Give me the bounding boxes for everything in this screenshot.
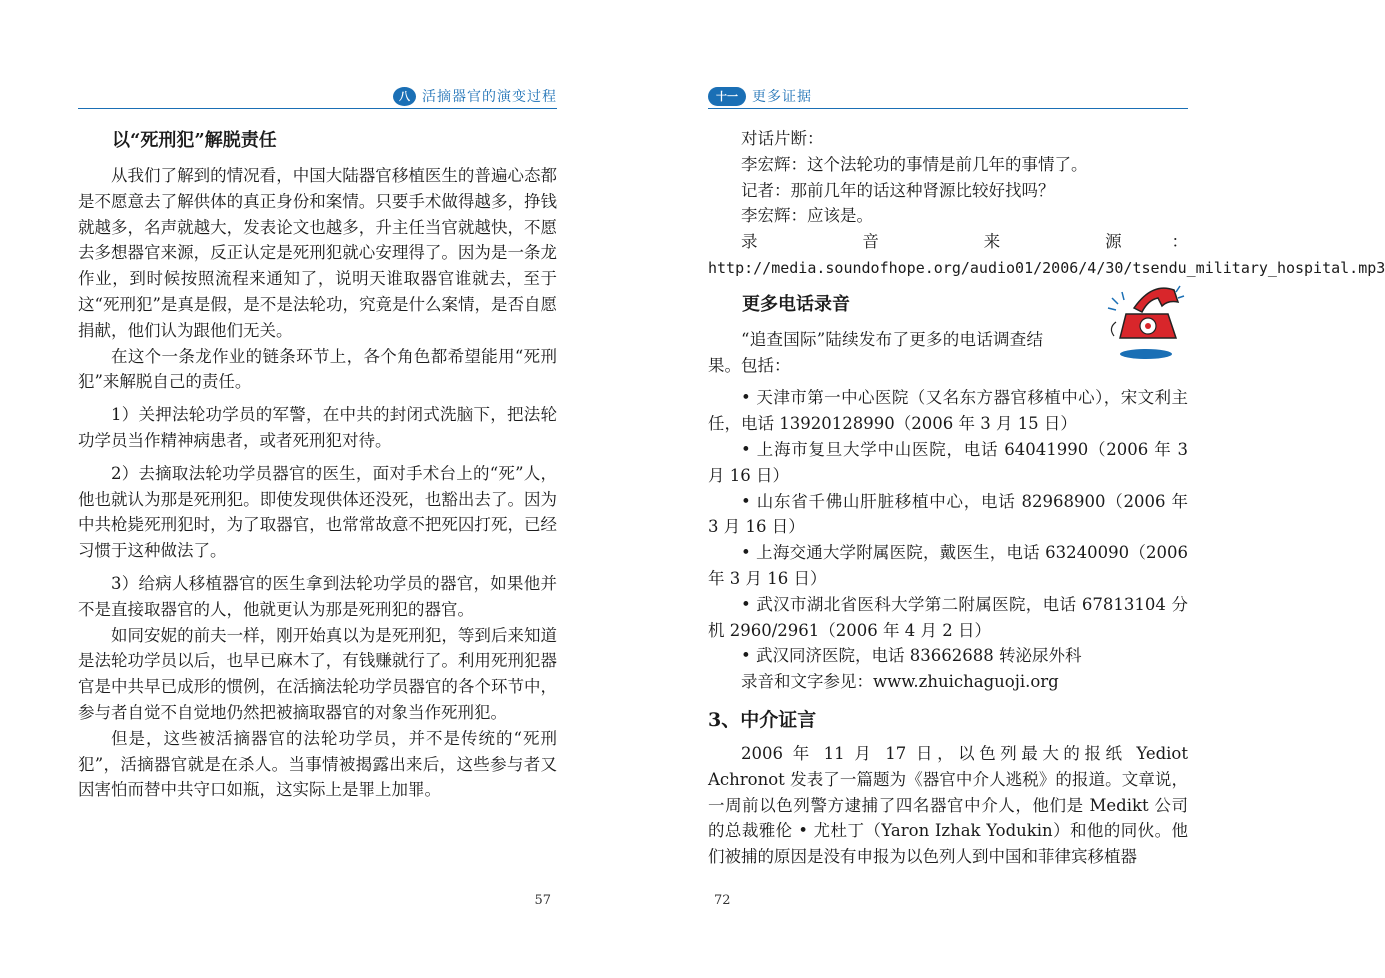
dialog-line: 记者：那前几年的话这种肾源比较好找吗？ [741, 180, 1055, 200]
section-heading: 3、中介证言 [708, 708, 817, 731]
audio-source-label: 录 音 来 源： [741, 232, 1188, 252]
chapter-title: 活摘器官的演变过程 [422, 89, 557, 105]
audio-url: http://media.soundofhope.org/audio01/2006/4/30/tsendu_military_hospital.mp3 [708, 258, 1385, 277]
phone-intro: “追查国际”陆续发布了更多的电话调查结果。包括： [708, 329, 1043, 375]
hospital-item: • 武汉市湖北省医科大学第二附属医院，电话 67813104 分机 2960/2961（2006 年 4 月 2 日） [708, 594, 1188, 640]
paragraph: 在这个一条龙作业的链条环节上，各个角色都希望能用“死刑犯”来解脱自己的责任。 [78, 346, 557, 392]
paragraph: 如同安妮的前夫一样，刚开始真以为是死刑犯，等到后来知道是法轮功学员以后，也早已麻木了，有钱赚就行了。利用死刑犯器官是中共早已成形的惯例，在活摘法轮功学员器官的各个环节中，参与者自觉不自觉地仍然把被摘取器官的对象当作死刑犯。 [78, 625, 557, 722]
page-number: 72 [714, 893, 731, 908]
dialog-line: 李宏辉：应该是。 [741, 206, 873, 226]
hospital-item: • 上海交通大学附属医院，戴医生，电话 63240090（2006 年 3 月 16 日） [708, 543, 1188, 588]
audio-source [708, 229, 1385, 282]
phone-recordings-block [708, 290, 1188, 379]
paragraph: 但是，这些被活摘器官的法轮功学员，并不是传统的“死刑犯”，活摘器官就是在杀人。当事情被揭露出来后，这些参与者又因害怕而替中共守口如瓶，这实际上是罪上加罪。 [78, 728, 557, 800]
chapter-title: 更多证据 [752, 89, 812, 105]
hospital-item: • 武汉同济医院，电话 83662688 转泌尿外科 [741, 646, 1082, 666]
paragraph: 2）去摘取法轮功学员器官的医生，面对手术台上的“死”人，他也就认为那是死刑犯。即使发现供体还没死，也豁出去了。因为中共枪毙死刑犯时，为了取器官，也常常故意不把死囚打死，已经习惯于这种做法了。 [78, 463, 557, 561]
paragraph: 3）给病人移植器官的医生拿到法轮功学员的器官，如果他并不是直接取器官的人，他就更认为那是死刑犯的器官。 [78, 573, 557, 619]
left-running-header [78, 86, 557, 109]
phone-heading: 更多电话录音 [742, 293, 850, 315]
left-body [78, 126, 557, 803]
section-heading: 以“死刑犯”解脱责任 [112, 130, 277, 151]
reference-line: 录音和文字参见：www.zhuichaguoji.org [741, 672, 1059, 692]
chapter-badge: 十一 [708, 87, 746, 106]
hospital-item: • 天津市第一中心医院（又名东方器官移植中心），宋文利主任，电话 13920128990（2006 年 3 月 15 日） [708, 388, 1188, 434]
paragraph: 1）关押法轮功学员的军警，在中共的封闭式洗脑下，把法轮功学员当作精神病患者，或者死刑犯对待。 [78, 405, 557, 450]
dialog-line: 李宏辉：这个法轮功的事情是前几年的事情了。 [741, 154, 1088, 174]
right-page [708, 0, 1385, 978]
left-page [78, 0, 557, 978]
dialog-intro: 对话片断： [741, 129, 824, 148]
hospital-item: • 山东省千佛山肝脏移植中心，电话 82968900（2006 年 3 月 16 日） [708, 491, 1188, 537]
right-body [708, 126, 1385, 870]
right-running-header [708, 86, 1188, 109]
hospital-item: • 上海市复旦大学中山医院，电话 64041990（2006 年 3 月 16 日） [708, 439, 1188, 485]
chapter-badge: 八 [393, 87, 416, 106]
paragraph: 2006 年 11 月 17 日，以色列最大的报纸 Yediot Achronot 发表了一篇题为《器官中介人逃税》的报道。文章说，一周前以色列警方逮捕了四名器官中介人，他们是 Medikt 公司的总裁雅伦 • 尤杜丁（Yaron Izhak Yodukin）和他的同伙。他们被捕的原因是没有申报为以色列人到中国和菲律宾移植器 [708, 743, 1188, 867]
red-telephone-icon [1104, 278, 1188, 362]
page-number: 57 [534, 893, 551, 908]
paragraph: 从我们了解到的情况看，中国大陆器官移植医生的普遍心态都是不愿意去了解供体的真正身份和案情。只要手术做得越多，挣钱就越多，名声就越大，发表论文也越多，升主任当官就越快，不愿去多想器官来源，反正认定是死刑犯就心安理得了。因为是一条龙作业，到时候按照流程来通知了，说明天谁取器官谁就去，至于这“死刑犯”是真是假，是不是法轮功，究竟是什么案情，是否自愿捐献，他们认为跟他们无关。 [78, 166, 557, 340]
